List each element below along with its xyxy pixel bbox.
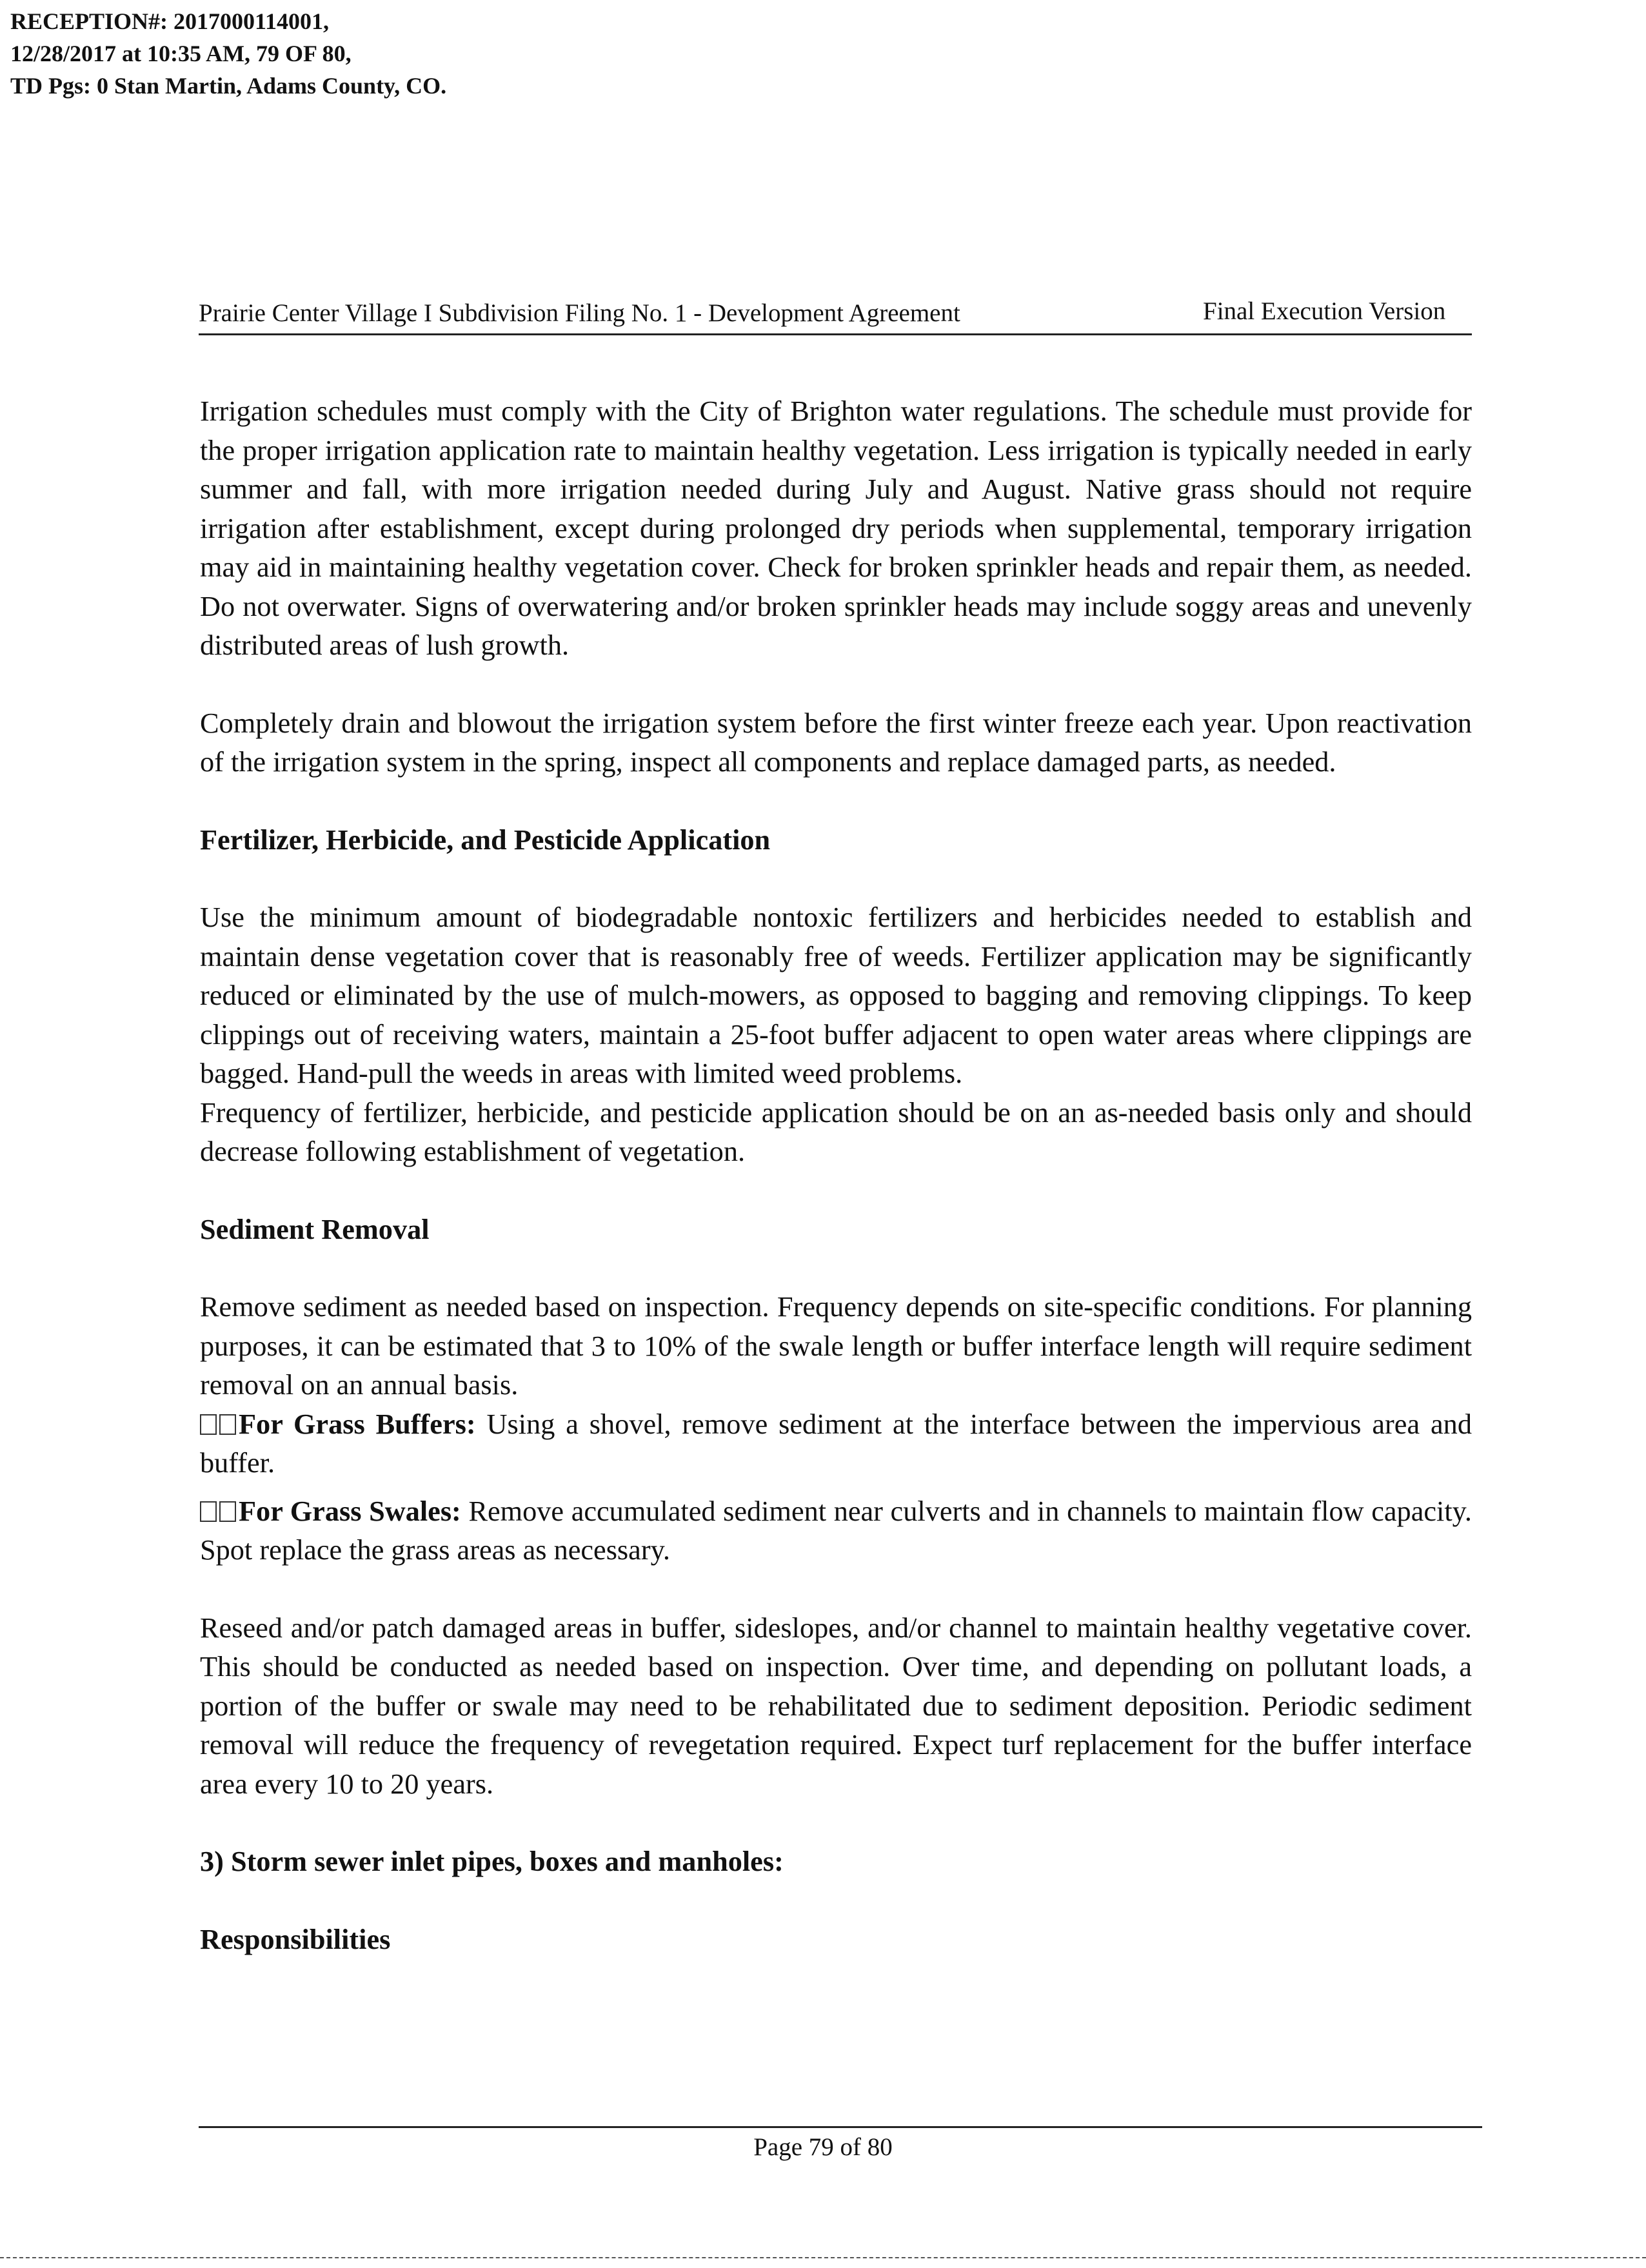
spacer [200,1570,1472,1609]
heading-fertilizer: Fertilizer, Herbicide, and Pesticide Application [200,823,771,856]
checkbox-glyph-icon [200,1501,217,1522]
page-body [200,392,1472,1959]
page-number [0,2112,1646,2161]
bullet-grass-swales [200,1492,1472,1570]
paragraph-fertilizer-frequency: Frequency of fertilizer, herbicide, and pesticide application should be on an as-needed basis only and should decrease following establishment of vegetation. [200,1096,1472,1167]
stamp-line-1: RECEPTION#: 2017000114001, [10,8,330,34]
bullet-grass-buffers [200,1405,1472,1483]
heading-sediment-removal: Sediment Removal [200,1213,430,1245]
header-version: Final Execution Version [1203,297,1446,325]
spacer [200,666,1472,704]
bullet-lead: For Grass Swales: [239,1495,461,1527]
paragraph-reseed: Reseed and/or patch damaged areas in buffer, sideslopes, and/or channel to maintain healthy vegetative cover. This should be conducted as needed based on inspection. Over time, and depending on pollutant loads, a portion of the buffer or swale may need to be rehabilitated due to sediment deposition. Periodic sediment removal will reduce the frequency of revegetation required. Expect turf replacement for the buffer interface area every 10 to 20 years. [200,1612,1472,1800]
paragraph-irrigation-blowout: Completely drain and blowout the irrigation system before the first winter freeze each year. Upon reactivation of the irrigation system in the spring, inspect all components and replace damaged parts, as needed. [200,707,1472,778]
bullet-lead: For Grass Buffers: [239,1408,476,1440]
heading-storm-sewer: 3) Storm sewer inlet pipes, boxes and manholes: [200,1846,784,1877]
spacer [200,1804,1472,1842]
spacer [200,1172,1472,1210]
scan-edge-line [0,2257,1646,2258]
stamp-line-2: 12/28/2017 at 10:35 AM, 79 OF 80, [10,41,352,66]
spacer [200,1882,1472,1920]
spacer [200,860,1472,898]
recording-stamp [10,5,446,102]
paragraph-sediment-removal: Remove sediment as needed based on inspection. Frequency depends on site-specific conditions. For planning purposes, it can be estimated that 3 to 10% of the swale length or buffer interface length will require sediment removal on an annual basis. [200,1291,1472,1401]
heading-responsibilities: Responsibilities [200,1923,391,1955]
header-rule [199,333,1472,335]
header-document-title: Prairie Center Village I Subdivision Filing No. 1 - Development Agreement [199,299,960,327]
stamp-line-3: TD Pgs: 0 Stan Martin, Adams County, CO. [10,73,447,99]
page-number-text: Page 79 of 80 [753,2133,893,2161]
checkbox-glyph-icon [219,1414,236,1435]
checkbox-glyph-icon [200,1414,217,1435]
bullet-text: Remove accumulated sediment near culverts and in channels to maintain flow capacity. Spot replace the grass areas as necessary. [200,1495,1472,1566]
paragraph-fertilizer-use: Use the minimum amount of biodegradable nontoxic fertilizers and herbicides needed to establish and maintain dense vegetation cover that is reasonably free of weeds. Fertilizer application may be significantly reduced or eliminated by the use of mulch-mowers, as opposed to bagging and removing clippings. To keep clippings out of receiving waters, maintain a 25-foot buffer adjacent to open water areas where clippings are bagged. Hand-pull the weeds in areas with limited weed problems. [200,902,1472,1089]
paragraph-irrigation-schedules: Irrigation schedules must comply with the City of Brighton water regulations. The schedule must provide for the proper irrigation application rate to maintain healthy vegetation. Less irrigation is typically needed in early summer and fall, with more irrigation needed during July and August. Native grass should not require irrigation after establishment, except during prolonged dry periods when supplemental, temporary irrigation may aid in maintaining healthy vegetation cover. Check for broken sprinkler heads and repair them, as needed. Do not overwater. Signs of overwatering and/or broken sprinkler heads may include soggy areas and unevenly distributed areas of lush growth. [200,395,1472,661]
bullet-text: Using a shovel, remove sediment at the interface between the impervious area and buffer. [200,1408,1472,1479]
checkbox-glyph-icon [219,1501,236,1522]
spacer [200,1249,1472,1288]
spacer [200,782,1472,821]
spacer [200,1483,1472,1492]
